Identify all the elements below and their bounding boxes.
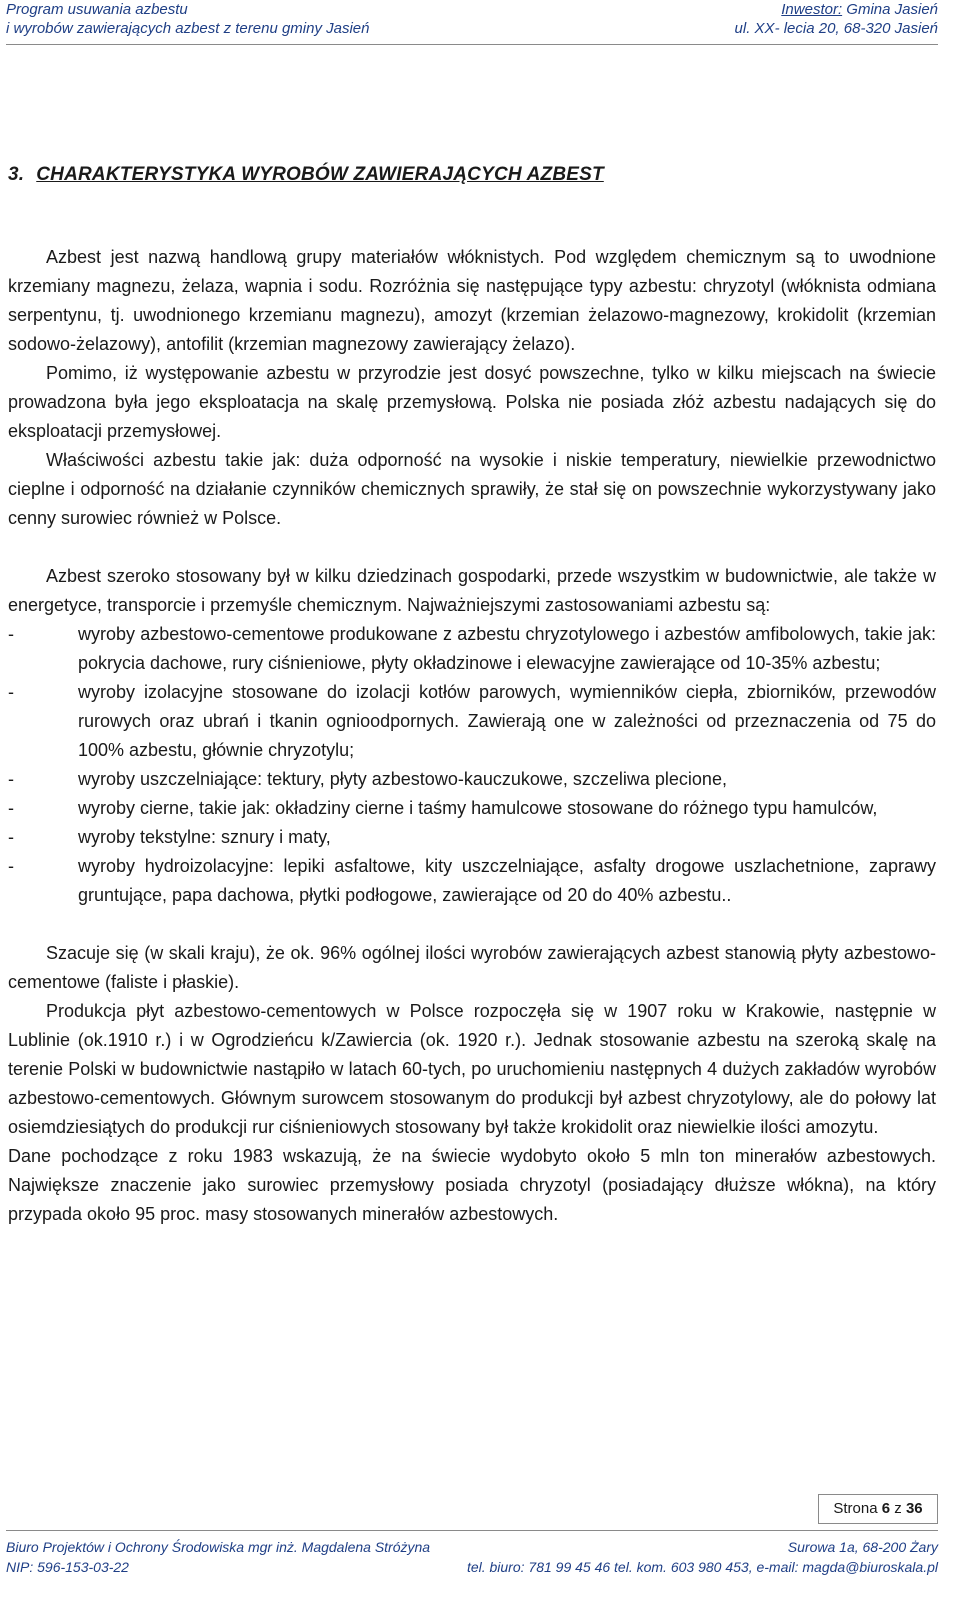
- spacer: [8, 910, 936, 939]
- applications-list: [8, 620, 936, 910]
- list-item-text: wyroby uszczelniające: tektury, płyty azbestowo-kauczukowe, szczeliwa plecione,: [78, 769, 727, 789]
- investor-value: Gmina Jasień: [842, 1, 938, 18]
- list-item: [8, 852, 936, 910]
- section-title: CHARAKTERYSTYKA WYROBÓW ZAWIERAJĄCYCH AZBEST: [36, 164, 604, 185]
- list-item: [8, 620, 936, 678]
- list-item: [8, 678, 936, 765]
- list-item-text: wyroby azbestowo-cementowe produkowane z azbestu chryzotylowego i azbestów amfibolowych, takie jak: pokrycia dachowe, rury ciśnieniowe, płyty okładzinowe i elewacyjne zawierające od 10-35% azbestu;: [78, 624, 936, 673]
- page-header: [6, 0, 938, 45]
- page-total: 36: [905, 1500, 923, 1517]
- paragraph-definition: Azbest jest nazwą handlową grupy materiałów włóknistych. Pod względem chemicznym są to uwodnione krzemiany magnezu, żelaza, wapnia i sodu. Rozróżnia się następujące typy azbestu: chryzotyl (włóknista odmiana serpentynu, tj. uwodnionego krzemianu magnezu), amozyt (krzemian żelazowo-magnezowy, krokidolit (krzemian sodowo-żelazowy), antofilit (krzemian magnezowy zawierający żelazo).: [8, 247, 936, 354]
- paragraph-production-history: Produkcja płyt azbestowo-cementowych w Polsce rozpoczęła się w 1907 roku w Krakowie, następnie w Lublinie (ok.1910 r.) i w Ogrodzieńcu k/Zawiercia (ok. 1920 r.). Jednak stosowanie azbestu na szeroką skalę na terenie Polski w budownictwie nastąpiło w latach 60-tych, po uruchomieniu następnych 4 dużych zakładów wyrobów azbestowo-cementowych. Głównym surowcem stosowanym do produkcji był azbest chryzotylowy, ale do połowy lat osiemdziesiątych do produkcji rur ciśnieniowych stosowany był także krokidolit oraz niewielkie ilości amozytu.: [8, 1001, 936, 1137]
- header-investor: [735, 0, 938, 19]
- list-dash: -: [8, 769, 14, 789]
- paragraph-properties: Właściwości azbestu takie jak: duża odporność na wysokie i niskie temperatury, niewielkie przewodnictwo cieplne i odporność na działanie czynników chemicznych sprawiły, że stał się on powszechnie wykorzystywany jako cenny surowiec również w Polsce.: [8, 450, 936, 528]
- header-investor-address: ul. XX- lecia 20, 68-320 Jasień: [734, 20, 938, 37]
- footer-divider: [6, 1530, 938, 1531]
- section-number: 3.: [8, 164, 25, 185]
- list-item-text: wyroby cierne, takie jak: okładziny cierne i taśmy hamulcowe stosowane do różnego typu hamulców,: [78, 798, 878, 818]
- list-dash: -: [8, 827, 14, 847]
- list-dash: -: [8, 682, 14, 702]
- paragraph-applications: Azbest szeroko stosowany był w kilku dziedzinach gospodarki, przede wszystkim w budownictwie, ale także w energetyce, transporcie i przemyśle chemicznym. Najważniejszymi zastosowaniami azbestu są:: [8, 566, 936, 615]
- list-item: [8, 823, 936, 852]
- list-item-text: wyroby tekstylne: sznury i maty,: [78, 827, 331, 847]
- paragraph-world-data: Dane pochodzące z roku 1983 wskazują, że na świecie wydobyto około 5 mln ton minerałów azbestowych. Największe znaczenie jako surowiec przemysłowy posiada chryzotyl (posiadający dłuższe włókna), na który przypada około 95 proc. masy stosowanych minerałów azbestowych.: [8, 1146, 936, 1224]
- header-program-info: [6, 0, 370, 38]
- page-number-box: [818, 1494, 938, 1524]
- list-dash: -: [8, 624, 14, 644]
- page-current: 6: [881, 1500, 891, 1517]
- footer-contact: tel. biuro: 781 99 45 46 tel. kom. 603 980 453, e-mail: magda@biuroskala.pl: [466, 1559, 938, 1575]
- spacer: [8, 533, 936, 562]
- header-investor-info: [735, 0, 938, 38]
- footer-nip: NIP: 596-153-03-22: [6, 1559, 129, 1575]
- list-item-text: wyroby izolacyjne stosowane do izolacji kotłów parowych, wymienników ciepła, zbiorników, przewodów rurowych oraz ubrań i tkanin ognioodpornych. Zawierają one w zależności od przeznaczenia od 75 do 100% azbestu, głównie chryzotylu;: [78, 682, 936, 760]
- paragraph-occurrence: Pomimo, iż występowanie azbestu w przyrodzie jest dosyć powszechne, tylko w kilku miejscach na świecie prowadzona była jego eksploatacja na skalę przemysłową. Polska nie posiada złóż azbestu nadających się do eksploatacji przemysłowej.: [8, 363, 936, 441]
- paragraph-statistics: Szacuje się (w skali kraju), że ok. 96% ogólnej ilości wyrobów zawierających azbest stanowią płyty azbestowo-cementowe (faliste i płaskie).: [8, 943, 936, 992]
- list-item: [8, 794, 936, 823]
- footer-address: Surowa 1a, 68-200 Żary: [787, 1539, 938, 1555]
- page-separator: z: [890, 1500, 906, 1517]
- document-body: [8, 243, 936, 1229]
- list-dash: -: [8, 798, 14, 818]
- section-heading: [8, 164, 604, 186]
- page-label: Strona: [833, 1500, 882, 1517]
- investor-label: Inwestor:: [781, 1, 843, 18]
- header-program-title: Program usuwania azbestu: [6, 1, 188, 18]
- list-dash: -: [8, 856, 14, 876]
- list-item: [8, 765, 936, 794]
- list-item-text: wyroby hydroizolacyjne: lepiki asfaltowe, kity uszczelniające, asfalty drogowe uszlachetnione, zaprawy gruntujące, papa dachowa, płytki podłogowe, zawierające od 20 do 40% azbestu..: [78, 856, 936, 905]
- header-program-subtitle: i wyrobów zawierających azbest z terenu gminy Jasień: [6, 20, 370, 37]
- footer-company: Biuro Projektów i Ochrony Środowiska mgr inż. Magdalena Stróżyna: [6, 1539, 431, 1555]
